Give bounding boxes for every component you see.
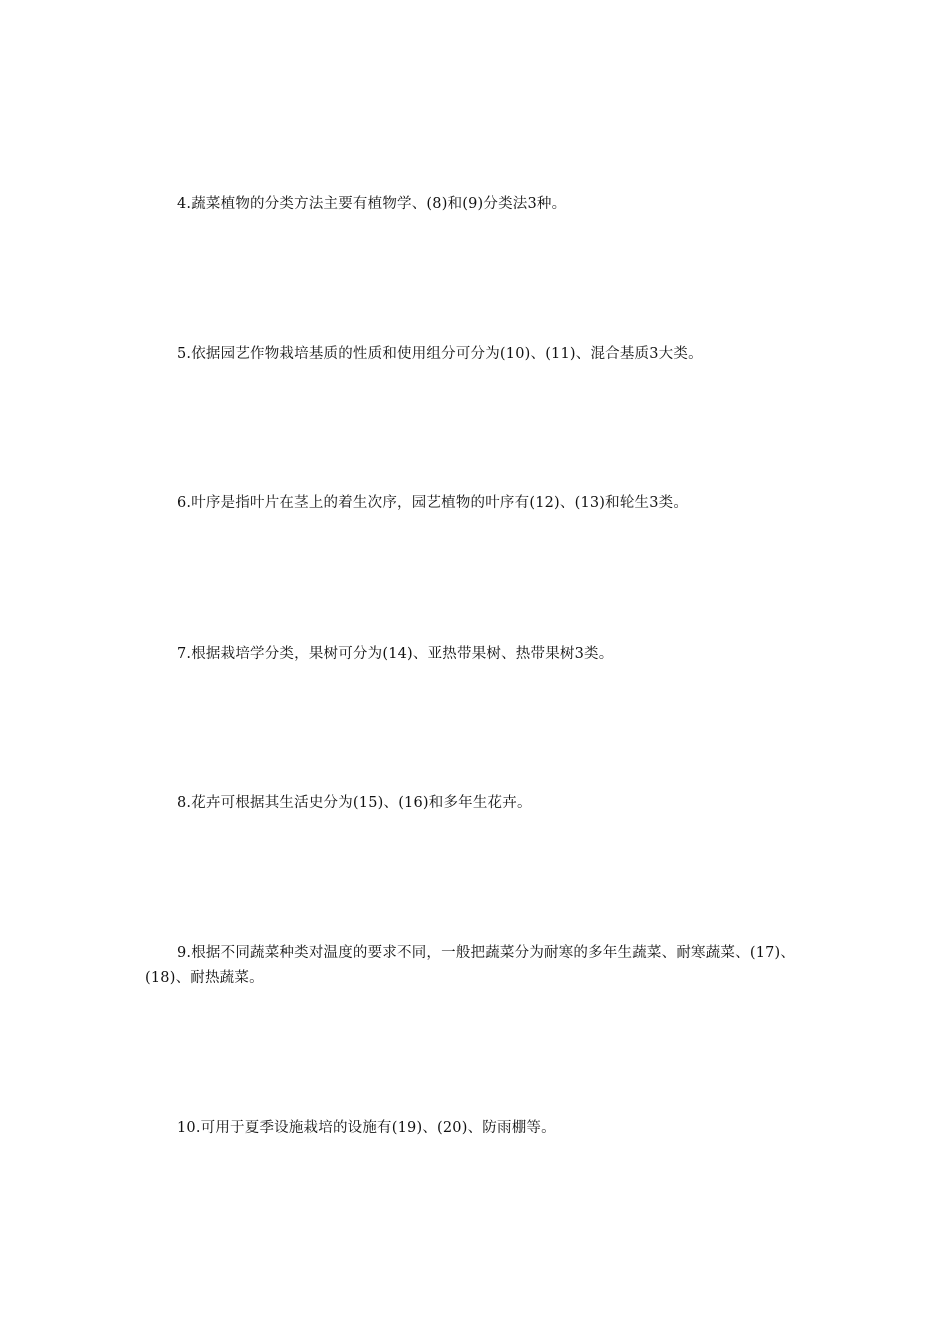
- question-6: 6.叶序是指叶片在茎上的着生次序，园艺植物的叶序有(12)、(13)和轮生3类。: [177, 495, 689, 511]
- question-8: 8.花卉可根据其生活史分为(15)、(16)和多年生花卉。: [177, 795, 532, 811]
- question-10: 10.可用于夏季设施栽培的设施有(19)、(20)、防雨棚等。: [177, 1120, 556, 1136]
- question-7: 7.根据栽培学分类，果树可分为(14)、亚热带果树、热带果树3类。: [177, 646, 614, 662]
- question-5: 5.依据园艺作物栽培基质的性质和使用组分可分为(10)、(11)、混合基质3大类。: [177, 346, 703, 362]
- question-4: 4.蔬菜植物的分类方法主要有植物学、(8)和(9)分类法3种。: [177, 196, 567, 212]
- question-9: 9.根据不同蔬菜种类对温度的要求不同，一般把蔬菜分为耐寒的多年生蔬菜、耐寒蔬菜、(17)、(18)、耐热蔬菜。: [145, 945, 796, 986]
